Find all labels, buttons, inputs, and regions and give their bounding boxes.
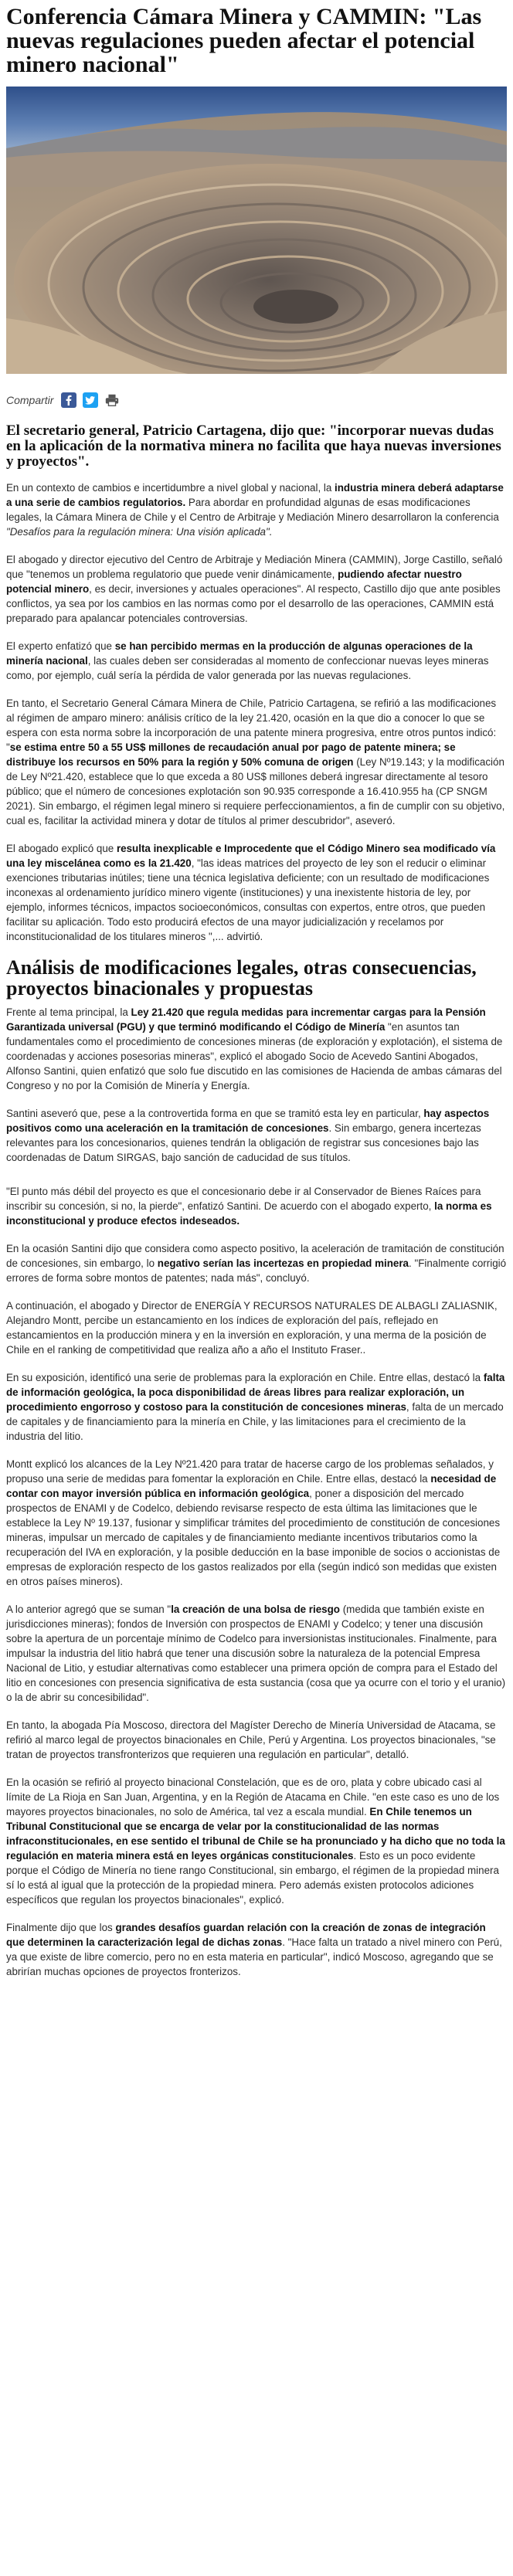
share-bar [6, 378, 507, 422]
paragraph [6, 1370, 507, 1444]
text-run: Montt explicó los alcances de la Ley Nº21.420 para tratar de hacerse cargo de los problemas señalados, y propuso una serie de medidas para fomentar la exploración en Chile. Entre ellas, destacó la [6, 1458, 494, 1485]
bold-text: se estima entre 50 a 55 US$ millones de recaudación anual por pago de patente minera; se distribuye los recursos en 50% para la región y 50% comuna de origen [6, 742, 456, 768]
paragraph [6, 1920, 507, 1979]
hero-image [6, 87, 507, 374]
text-run: A continuación, el abogado y Director de ENERGÍA Y RECURSOS NATURALES DE ALBAGLI ZALIASNIK, Alejandro Montt, percibe un estancamiento en los índices de exploración del país, reflejado en estancamientos en la producción minera y en la inversión en exploración, y una merma de la posición de Chile en el ranking de competitividad que realiza año a año el Instituto Fraser.. [6, 1300, 498, 1356]
paragraph [6, 1241, 507, 1285]
bold-text: pudiendo afectar nuestro potencial minero [6, 568, 462, 595]
bold-text: hay aspectos positivos como una aceleración en la tramitación de concesiones [6, 1108, 490, 1134]
text-run: En la ocasión se refirió al proyecto binacional Constelación, que es de oro, plata y cobre ubicado casi al límite de La Rioja en San Juan, Argentina, y en la Región de Atacama en Chile. "en este caso es uno de los mayores proyectos binacionales, no solo de América, tal vez a escala mundial. [6, 1777, 500, 1817]
text-run: , "las ideas matrices del proyecto de ley son el reducir o eliminar exenciones tributarias inútiles; tiene una técnica legislativa deficiente; con un resultado de modificaciones inconexas al ordenamiento jurídico minero vigente (instituciones) y una inexistente historia de ley, por ejemplo, informes técnicos, impactos socioeconómicos, consultas con expertos, entre otros, que pueden facilitar su aplicación. Todo esto producirá efectos de una mayor judicialización y recelamos por inconstitucionalidad de los titulares mineros ",... advirtió. [6, 857, 490, 942]
article-title: Conferencia Cámara Minera y CAMMIN: "Las nuevas regulaciones pueden afectar el potencial minero nacional" [6, 4, 482, 77]
italic-text: "Desafíos para la regulación minera: Una visión aplicada". [6, 526, 273, 538]
twitter-icon[interactable] [83, 392, 98, 408]
bold-text: negativo serían las incertezas en propiedad minera [157, 1257, 409, 1269]
bold-text: necesidad de contar con mayor inversión pública en información geológica [6, 1473, 497, 1499]
text-run: En un contexto de cambios e incertidumbre a nivel global y nacional, la [6, 482, 335, 494]
section-heading: Análisis de modificaciones legales, otras consecuencias, proyectos binacionales y propuestas [6, 956, 477, 1000]
print-icon[interactable] [104, 392, 120, 408]
share-label: Compartir [6, 394, 54, 406]
paragraph [6, 1184, 507, 1228]
text-run: En tanto, la abogada Pía Moscoso, directora del Magíster Derecho de Minería Universidad de Atacama, se refirió al marco legal de proyectos binacionales en Chile, Perú y Argentina. Los proyectos binacionales, "se tratan de proyectos transfronterizos que requieren una regulación en particular", detalló. [6, 1719, 496, 1760]
bold-text: En Chile tenemos un Tribunal Constitucional que se encarga de velar por la constitucionalidad de las normas infraconstitucionales, en ese sentido el tribunal de Chile se ha pronunciado y ha dicho que no toda la regulación en materia minera está en leyes orgánicas constitucionales [6, 1806, 505, 1862]
text-run: El abogado explicó que [6, 843, 117, 854]
text-run: Santini aseveró que, pese a la controvertida forma en que se tramitó esta ley en particular, [6, 1108, 424, 1119]
paragraph [6, 1457, 507, 1589]
bold-text: falta de información geológica, la poca disponibilidad de áreas libres para realizar exploración, un procedimiento engorroso y costoso para la constitución de concesiones mineras [6, 1372, 505, 1413]
text-run: , falta de un mercado de capitales y de financiamiento para la minería en Chile, y las limitaciones para el crecimiento de la industria del litio. [6, 1401, 504, 1442]
text-run: El experto enfatizó que [6, 640, 115, 652]
bold-text: Ley 21.420 que regula medidas para incrementar cargas para la Pensión Garantizada universal (PGU) y que terminó modificando el Código de Minería [6, 1006, 486, 1033]
open-pit-mine-image [6, 87, 507, 374]
text-run: Para abordar en profundidad algunas de esas modificaciones legales, la Cámara Minera de Chile y el Centro de Arbitraje y Mediación Minero desarrollaron la conferencia [6, 497, 499, 523]
text-run: (medida que también existe en jurisdicciones mineras); fondos de Inversión con prospectos de ENAMI y Codelco; y tener una discusión sobre la apertura de un porcentaje mínimo de Codelco para inversionistas institucionales. Finalmente, para impulsar la industria del litio habrá que tener una discusión sobre la naturaleza de la potencial Empresa Nacional de Litio, y estudiar alternativas como establecer una primera opción de compra para el Estado del litio en concesiones con presencia significativa de esta sustancia (cosa que ya ocurre con el torio y el uranio) o la de abrir su concesibilidad". [6, 1604, 506, 1703]
paragraph [6, 1602, 507, 1705]
text-run: . Sin embargo, genera incertezas relevantes para los concesionarios, quienes tendrán la obligación de registrar sus concesiones bajo las coordenadas de Datum SIRGAS, bajo sanción de caducidad de sus títulos. [6, 1122, 481, 1163]
paragraph [6, 552, 507, 626]
text-run: En su exposición, identificó una serie de problemas para la exploración en Chile. Entre ellas, destacó la [6, 1372, 484, 1383]
text-run: , las cuales deben ser consideradas al momento de confeccionar nuevas leyes mineras como, por ejemplo, cuál sería la pérdida de valor generada por las nuevas regulaciones. [6, 655, 489, 681]
text-run: (Ley Nº19.143; y la modificación de Ley Nº21.420, establece que lo que exceda a 80 US$ millones deberá ingresar directamente al tesoro público; que el número de concesiones explotación son 90.935 corresponde a 16.410.955 ha (CP SNGM 2021). Sin embargo, el régimen legal minero si requiere perfeccionamientos, a fin de cumplir con su objetivo, cual es, facilitar la actividad minera y dotar de títulos al primer descubridor", aseveró. [6, 756, 505, 826]
text-run: "en asuntos tan fundamentales como el procedimiento de concesiones mineras (de exploración y explotación), el sistema de coordenadas y acciones posesorias mineras", explicó el abogado Socio de Acevedo Santini Abogados, Alfonso Santini, quien enfatizó que solo fue discutido en las comisiones de Hacienda de ambas cámaras del Congreso y no por la Comisión de Minería y Energía. [6, 1021, 503, 1091]
paragraph [6, 480, 507, 539]
text-run: En tanto, el Secretario General Cámara Minera de Chile, Patricio Cartagena, se refirió a las modificaciones al régimen de amparo minero: análisis crítico de la ley 21.420, ocasión en la que dio a conocer lo que se espera con esta norma sobre la incorporación de una patente minera progresiva, entre otros puntos indicó: " [6, 697, 497, 753]
text-run: En la ocasión Santini dijo que considera como aspecto positivo, la aceleración de tramitación de constitución de concesiones, sin embargo, lo [6, 1243, 505, 1269]
paragraph [6, 841, 507, 944]
text-run: , poner a disposición del mercado prospectos de ENAMI y de Codelco, debiendo revisarse respecto de esta última las limitaciones que le establece la Ley Nº 19.137, fusionar y simplificar trámites del procedimiento de constitución de concesiones mineras, impulsar un mercado de capitales y de financiamiento mediante incentivos tributarios como la recuperación del IVA en exploración, y la posible deducción en la base imponible de socios o accionistas de empresas de exploración respecto de los gastos realizados por ella (según indicó son medidas que existen en otros países mineros). [6, 1488, 501, 1587]
text-run: Frente al tema principal, la [6, 1006, 131, 1018]
bold-text: la creación de una bolsa de riesgo [171, 1604, 340, 1615]
text-run: . "Finalmente corrigió errores de forma sobre montos de patentes; nada más", concluyó. [6, 1257, 507, 1284]
text-run: Finalmente dijo que los [6, 1922, 116, 1933]
paragraph [6, 1775, 507, 1907]
paragraph [6, 639, 507, 683]
text-run: , es decir, inversiones y actuales operaciones". Al respecto, Castillo dijo que ante posibles conflictos, ya sea por los cambios en las normas como por el desarrollo de las operaciones, CAMMIN está preparado para apalancar potenciales controversias. [6, 583, 501, 624]
paragraph [6, 1718, 507, 1762]
facebook-icon[interactable] [61, 392, 76, 408]
paragraph [6, 1298, 507, 1357]
text-run: . Esto es un poco evidente porque el Código de Minería no tiene rango Constitucional, sin embargo, el régimen de la propiedad minera sí lo está al igual que la protección de la propiedad minera. Pero además existen protocolos adiciones específicos que regulan los proyectos binacionales", explicó. [6, 1850, 499, 1906]
text-run: El abogado y director ejecutivo del Centro de Arbitraje y Mediación Minera (CAMMIN), Jorge Castillo, señaló que "tenemos un problema regulatorio que puede venir dinámicamente, [6, 554, 503, 580]
article-subtitle: El secretario general, Patricio Cartagena, dijo que: "incorporar nuevas dudas en la aplicación de la normativa minera no facilita que haya nuevas inversiones y proyectos". [6, 423, 501, 470]
text-run: A lo anterior agregó que se suman " [6, 1604, 172, 1615]
text-run: . "Hace falta un tratado a nivel minero con Perú, ya que existe de libre comercio, pero no en esta materia en particular", indicó Moscoso, agregando que se abrirían muchas opciones de proyectos fronterizos. [6, 1936, 502, 1977]
paragraph [6, 1005, 507, 1093]
bold-text: industria minera deberá adaptarse a una serie de cambios regulatorios. [6, 482, 504, 508]
bold-text: resulta inexplicable e Improcedente que el Código Minero sea modificado vía una ley miscelánea como es la 21.420 [6, 843, 496, 869]
paragraph [6, 696, 507, 828]
article [6, 0, 507, 1992]
bold-text: la norma es inconstitucional y produce efectos indeseados. [6, 1200, 492, 1227]
text-run: "El punto más débil del proyecto es que el concesionario debe ir al Conservador de Bienes Raíces para inscribir su concesión, si no, la pierde", enfatizó Santini. De acuerdo con el abogado experto, [6, 1186, 481, 1212]
paragraph [6, 1106, 507, 1165]
bold-text: grandes desafíos guardan relación con la creación de zonas de integración que determinen la caracterización legal de dichas zonas [6, 1922, 486, 1948]
bold-text: se han percibido mermas en la producción de algunas operaciones de la minería nacional [6, 640, 473, 667]
